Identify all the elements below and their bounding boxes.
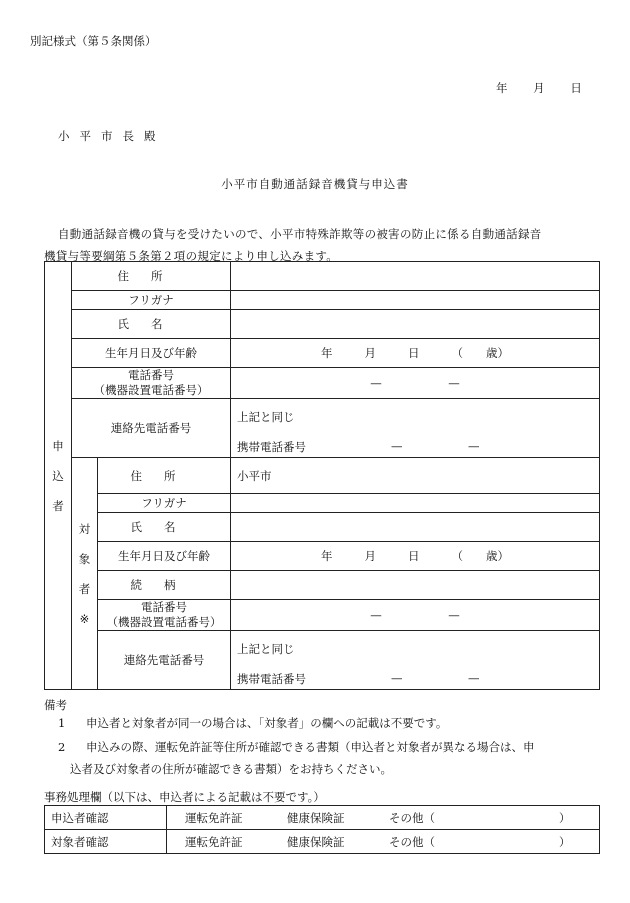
application-table xyxy=(44,261,600,690)
applicant-contact-label: 連絡先電話番号 xyxy=(72,399,231,458)
applicant-birth-label: 生年月日及び年齢 xyxy=(72,339,231,368)
intro-line-1: 自動通話録音機の貸与を受けたいので、小平市特殊詐欺等の被害の防止に係る自動通話録音 xyxy=(58,227,542,241)
applicant-phone-label: 電話番号 （機器設置電話番号） xyxy=(72,368,231,399)
target-contact-field[interactable]: 上記と同じ 携帯電話番号 — — xyxy=(231,631,600,690)
date-line xyxy=(496,80,582,96)
mobile-label: 携帯電話番号 xyxy=(237,672,306,686)
table-row xyxy=(45,806,600,830)
target-phone-field[interactable]: — — xyxy=(231,600,600,631)
page-title: 小平市自動通話録音機貸与申込書 xyxy=(221,177,409,191)
mobile-label: 携帯電話番号 xyxy=(237,440,306,454)
applicant-name-field[interactable] xyxy=(231,310,600,339)
notes-heading: 備考 xyxy=(44,698,67,712)
applicant-name-label: 氏名 xyxy=(72,310,231,339)
applicant-furigana-field[interactable] xyxy=(231,291,600,310)
office-table xyxy=(44,805,600,854)
target-relation-label: 続柄 xyxy=(98,571,231,600)
target-furigana-label: フリガナ xyxy=(98,494,231,513)
target-contact-label: 連絡先電話番号 xyxy=(98,631,231,690)
date-month: 月 xyxy=(533,81,545,95)
target-address-field[interactable]: 小平市 xyxy=(231,458,600,494)
applicant-phone-field[interactable]: — — xyxy=(231,368,600,399)
applicant-furigana-label: フリガナ xyxy=(72,291,231,310)
target-relation-field[interactable] xyxy=(231,571,600,600)
applicant-birth-field[interactable]: 年 月 日 （ 歳） xyxy=(231,339,600,368)
table-row xyxy=(45,830,600,854)
addressee: 小平市長殿 xyxy=(58,129,166,143)
applicant-contact-field[interactable]: 上記と同じ 携帯電話番号 — — xyxy=(231,399,600,458)
target-phone-label: 電話番号 （機器設置電話番号） xyxy=(98,600,231,631)
date-day: 日 xyxy=(570,81,582,95)
office-row-options[interactable]: 運転免許証 健康保険証 その他（ ） xyxy=(167,830,600,854)
target-side-label: 対 象 者 ※ xyxy=(72,458,98,690)
target-name-field[interactable] xyxy=(231,513,600,542)
office-heading: 事務処理欄（以下は、申込者による記載は不要です。） xyxy=(44,790,325,804)
note-2: 2 申込みの際、運転免許証等住所が確認できる書類（申込者と対象者が異なる場合は、申 込者及び対象者の住所が確認できる書類）をお持ちください。 xyxy=(58,740,535,776)
office-row-label: 申込者確認 xyxy=(45,806,167,830)
target-furigana-field[interactable] xyxy=(231,494,600,513)
target-name-label: 氏名 xyxy=(98,513,231,542)
target-birth-field[interactable]: 年 月 日 （ 歳） xyxy=(231,542,600,571)
applicant-address-field[interactable] xyxy=(231,262,600,291)
applicant-address-label: 住所 xyxy=(72,262,231,291)
date-year: 年 xyxy=(496,81,508,95)
intro-line-2: 機貸与等要綱第５条第２項の規定により申し込みます。 xyxy=(44,249,339,263)
same-as-above-option[interactable]: 上記と同じ xyxy=(237,410,295,424)
target-birth-label: 生年月日及び年齢 xyxy=(98,542,231,571)
office-row-options[interactable]: 運転免許証 健康保険証 その他（ ） xyxy=(167,806,600,830)
target-address-label: 住所 xyxy=(98,458,231,494)
form-label: 別記様式（第５条関係） xyxy=(30,34,157,48)
applicant-side-label: 申 込 者 xyxy=(45,262,72,690)
same-as-above-option[interactable]: 上記と同じ xyxy=(237,642,295,656)
note-1: 1 申込者と対象者が同一の場合は、「対象者」の欄への記載は不要です。 xyxy=(58,716,448,730)
office-row-label: 対象者確認 xyxy=(45,830,167,854)
